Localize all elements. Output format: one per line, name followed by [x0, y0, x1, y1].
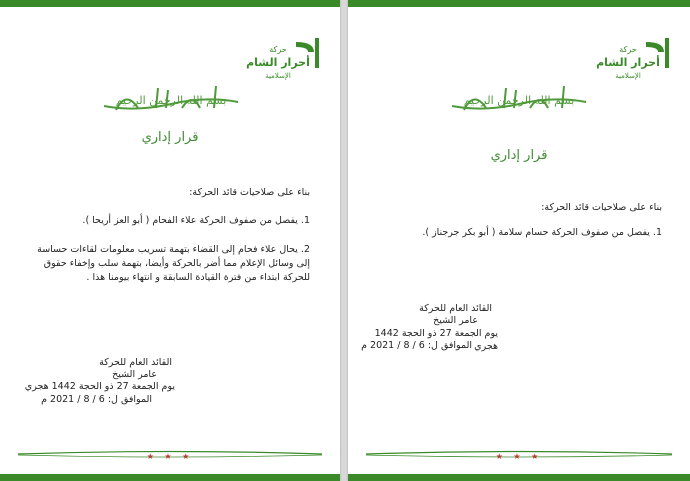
signatory-title: القائد العام للحركة: [99, 357, 172, 368]
ahrar-al-sham-logo: [588, 38, 676, 82]
logo-text-line3: الإسلامية: [265, 72, 291, 80]
top-green-bar: [0, 0, 340, 7]
decision-item-2-line-3: للحركة ابتداء من فترة القيادة السابقة و انتهاء بيومنا هذا .: [86, 272, 310, 283]
date-hijri: يوم الجمعة 27 ذو الحجة 1442 هجري: [24, 381, 175, 392]
date-gregorian: الموافق ل: 6 / 8 / 2021 م: [41, 394, 152, 405]
bottom-green-bar: [0, 474, 340, 481]
intro-line: بناء على صلاحيات قائد الحركة:: [189, 187, 310, 198]
date-hijri: يوم الجمعة 27 ذو الحجة 1442 هجري: [374, 328, 498, 352]
decision-item-1: 1. يفصل من صفوف الحركة حسام سلامة ( أبو بكر جرجناز ).: [422, 227, 662, 238]
decision-item-1: 1. يفصل من صفوف الحركة علاء الفحام ( أبو العز أريحا ).: [82, 215, 310, 226]
basmala-calligraphy: [96, 82, 246, 118]
basmala-text: بسم الله الرحمن الرحيم: [115, 94, 227, 107]
basmala-calligraphy: [444, 82, 594, 118]
basmala-text: بسم الله الرحمن الرحيم: [463, 94, 575, 107]
document-page-left: [0, 0, 340, 481]
signatory-title: القائد العام للحركة: [419, 303, 492, 314]
bottom-green-bar: [348, 474, 690, 481]
date-gregorian: الموافق ل: 6 / 8 / 2021 م: [361, 340, 472, 351]
decision-item-2-line-2: إلى وسائل الإعلام مما أضر بالحركة وأيضا، بتهمة سلب وإخفاء حقوق: [43, 258, 310, 269]
signatory-name: عامر الشيخ: [112, 369, 157, 380]
ahrar-al-sham-logo: [238, 38, 326, 82]
decision-title: قرار إداري: [141, 130, 199, 145]
logo-text-line1: حركة: [619, 45, 637, 54]
top-green-bar: [348, 0, 690, 7]
decision-item-2-line-1: 2. يحال علاء فحام إلى القضاء بتهمة تسريب معلومات لقاءات حساسة: [37, 244, 310, 255]
document-page-right: [348, 0, 690, 481]
footer-stars: ★ ★ ★: [146, 452, 194, 461]
signatory-name: عامر الشيخ: [433, 315, 478, 326]
logo-text-line2: أحرار الشام: [596, 56, 660, 69]
logo-text-line2: أحرار الشام: [246, 56, 310, 69]
intro-line: بناء على صلاحيات قائد الحركة:: [541, 202, 662, 213]
footer-stars: ★ ★ ★: [495, 452, 543, 461]
decision-title: قرار إداري: [490, 148, 548, 163]
logo-text-line3: الإسلامية: [615, 72, 641, 80]
logo-text-line1: حركة: [269, 45, 287, 54]
